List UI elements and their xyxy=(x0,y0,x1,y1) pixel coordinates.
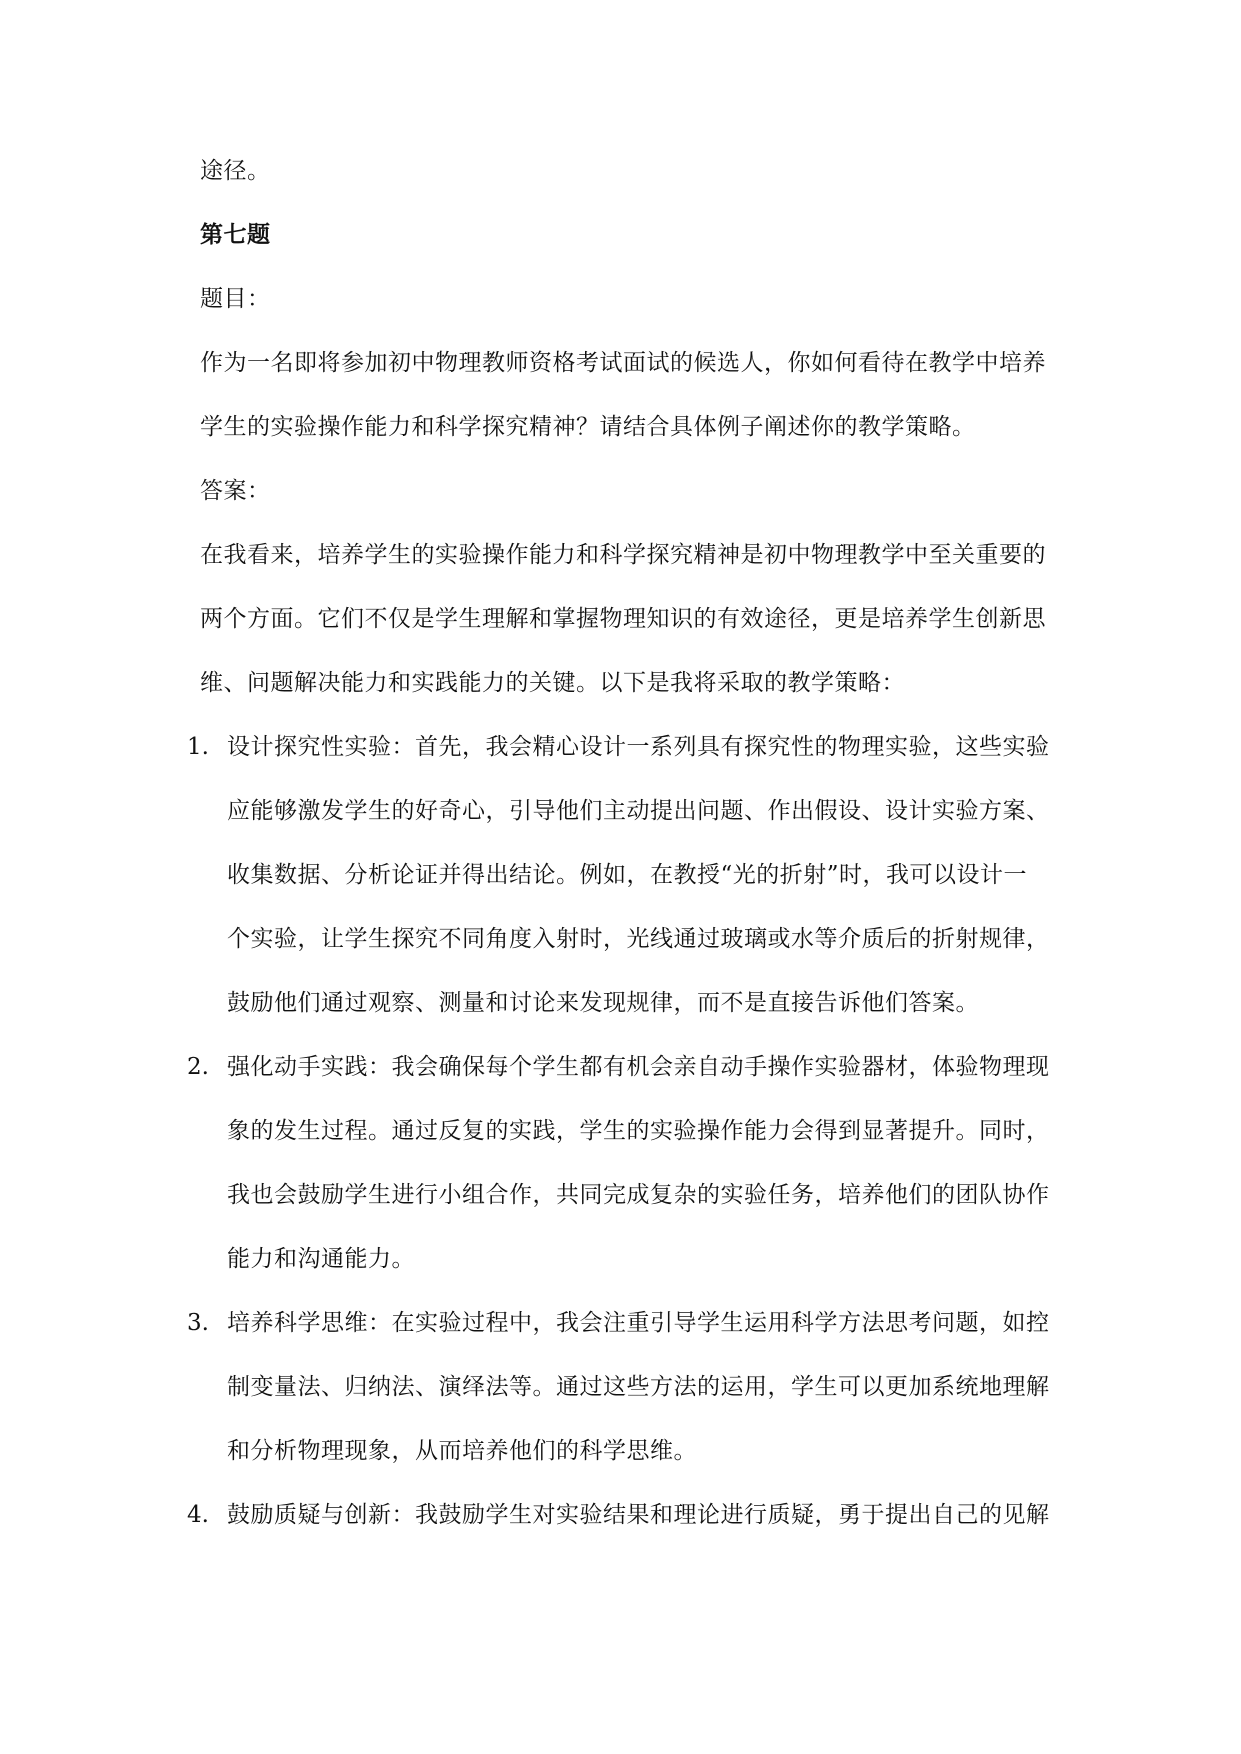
strategy-line: 设计探究性实验：首先，我会精心设计一系列具有探究性的物理实验，这些实验 xyxy=(227,734,1050,760)
strategy-line: 培养科学思维：在实验过程中，我会注重引导学生运用科学方法思考问题，如控 xyxy=(227,1310,1050,1336)
intro-line: 在我看来，培养学生的实验操作能力和科学探究精神是初中物理教学中至关重要的 xyxy=(200,542,1046,568)
question-line: 学生的实验操作能力和科学探究精神？请结合具体例子阐述你的教学策略。 xyxy=(200,414,976,440)
strategy-list xyxy=(187,719,1100,1551)
section-heading: 第七题 xyxy=(200,221,271,248)
strategy-item xyxy=(187,1295,1100,1487)
strategy-line: 应能够激发学生的好奇心，引导他们主动提出问题、作出假设、设计实验方案、 xyxy=(227,798,1050,824)
strategy-line: 个实验，让学生探究不同角度入射时，光线通过玻璃或水等介质后的折射规律， xyxy=(227,926,1050,952)
strategy-line: 象的发生过程。通过反复的实践，学生的实验操作能力会得到显著提升。同时， xyxy=(227,1118,1050,1144)
intro-line: 两个方面。它们不仅是学生理解和掌握物理知识的有效途径，更是培养学生创新思 xyxy=(200,606,1046,632)
strategy-line: 制变量法、归纳法、演绎法等。通过这些方法的运用，学生可以更加系统地理解 xyxy=(227,1374,1050,1400)
strategy-line: 收集数据、分析论证并得出结论。例如，在教授“光的折射”时，我可以设计一 xyxy=(227,862,1028,888)
strategy-line: 鼓励质疑与创新：我鼓励学生对实验结果和理论进行质疑，勇于提出自己的见解 xyxy=(227,1502,1050,1528)
strategy-line: 我也会鼓励学生进行小组合作，共同完成复杂的实验任务，培养他们的团队协作 xyxy=(227,1182,1050,1208)
strategy-number: 3. xyxy=(187,1310,209,1336)
answer-label: 答案： xyxy=(200,478,271,504)
continuation-text: 途径。 xyxy=(200,158,271,184)
question-line: 作为一名即将参加初中物理教师资格考试面试的候选人，你如何看待在教学中培养 xyxy=(200,350,1046,376)
strategy-line: 和分析物理现象，从而培养他们的科学思维。 xyxy=(227,1438,697,1464)
strategy-item xyxy=(187,1039,1100,1295)
strategy-line: 能力和沟通能力。 xyxy=(227,1246,415,1272)
intro-line: 维、问题解决能力和实践能力的关键。以下是我将采取的教学策略： xyxy=(200,670,905,696)
strategy-line: 强化动手实践：我会确保每个学生都有机会亲自动手操作实验器材，体验物理现 xyxy=(227,1054,1050,1080)
strategy-number: 1. xyxy=(187,734,209,760)
strategy-number: 4. xyxy=(187,1502,209,1528)
strategy-item xyxy=(187,719,1100,1039)
question-label: 题目： xyxy=(200,286,271,312)
strategy-item xyxy=(187,1487,1100,1551)
strategy-number: 2. xyxy=(187,1054,209,1080)
document-page xyxy=(187,143,1100,1551)
strategy-line: 鼓励他们通过观察、测量和讨论来发现规律，而不是直接告诉他们答案。 xyxy=(227,990,979,1016)
